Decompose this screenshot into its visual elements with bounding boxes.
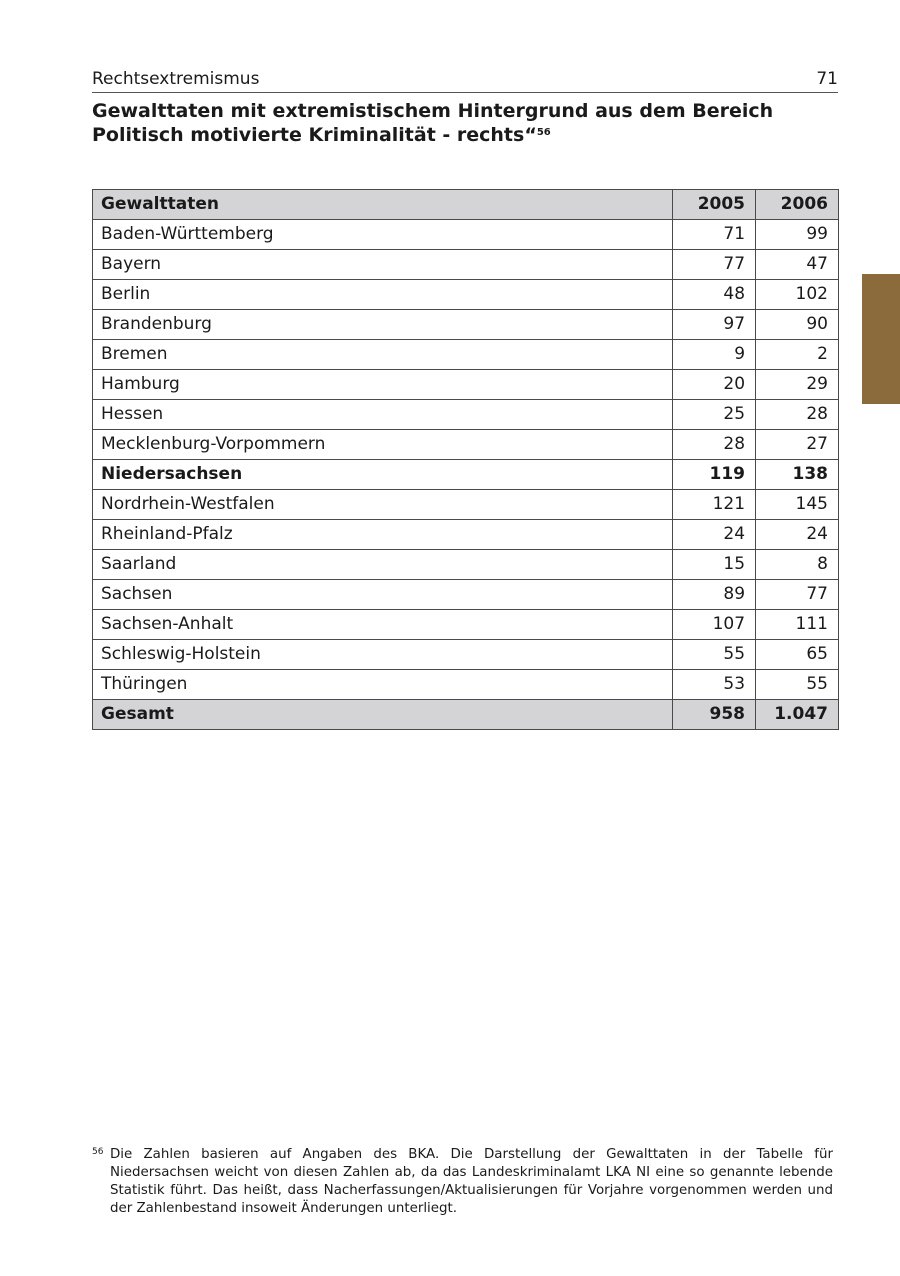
value-2006: 47 — [756, 250, 839, 280]
table-total-row — [93, 700, 839, 730]
value-2005: 15 — [673, 550, 756, 580]
state-name: Baden-Württemberg — [93, 220, 673, 250]
value-2005: 25 — [673, 400, 756, 430]
title-line-2: Politisch motivierte Kriminalität - rechts“ — [92, 124, 537, 146]
state-name: Brandenburg — [93, 310, 673, 340]
value-2006: 24 — [756, 520, 839, 550]
state-name: Berlin — [93, 280, 673, 310]
title-line-1: Gewalttaten mit extremistischem Hintergrund aus dem Bereich — [92, 100, 774, 122]
table-row — [93, 370, 839, 400]
table-row — [93, 520, 839, 550]
value-2006: 138 — [756, 460, 839, 490]
state-name: Hamburg — [93, 370, 673, 400]
table-row — [93, 340, 839, 370]
value-2005: 9 — [673, 340, 756, 370]
page-number: 71 — [816, 69, 838, 89]
value-2005: 48 — [673, 280, 756, 310]
value-2005: 24 — [673, 520, 756, 550]
table-row — [93, 670, 839, 700]
value-2006: 55 — [756, 670, 839, 700]
column-header-2006: 2006 — [756, 190, 839, 220]
state-name: Thüringen — [93, 670, 673, 700]
value-2006: 8 — [756, 550, 839, 580]
value-2005: 121 — [673, 490, 756, 520]
table-row — [93, 400, 839, 430]
table-row — [93, 310, 839, 340]
state-name: Niedersachsen — [93, 460, 673, 490]
table-title — [92, 99, 792, 147]
value-2006: 145 — [756, 490, 839, 520]
value-2006: 90 — [756, 310, 839, 340]
state-name: Bremen — [93, 340, 673, 370]
footnote-reference: 56 — [536, 127, 551, 138]
footnote-marker: 56 — [92, 1147, 104, 1157]
value-2005: 71 — [673, 220, 756, 250]
table-row — [93, 640, 839, 670]
value-2005: 77 — [673, 250, 756, 280]
value-2005: 97 — [673, 310, 756, 340]
state-name: Sachsen-Anhalt — [93, 610, 673, 640]
value-2005: 20 — [673, 370, 756, 400]
value-2005: 28 — [673, 430, 756, 460]
table-row — [93, 550, 839, 580]
value-2006: 28 — [756, 400, 839, 430]
total-label: Gesamt — [93, 700, 673, 730]
table-row — [93, 280, 839, 310]
state-name: Bayern — [93, 250, 673, 280]
value-2006: 2 — [756, 340, 839, 370]
value-2006: 29 — [756, 370, 839, 400]
footnote-text: Die Zahlen basieren auf Angaben des BKA. Die Darstellung der Gewalttaten in der Tabelle für Niedersachsen weicht von diesen Zahlen ab, da das Landeskriminalamt LKA NI eine so genannte lebende Statistik führt. Das heißt, dass Nacherfassungen/Aktualisierungen für Vorjahre vorgenommen werden und der Zahlenbestand insoweit Änderungen unterliegt. — [110, 1147, 833, 1216]
state-name: Saarland — [93, 550, 673, 580]
table-row — [93, 250, 839, 280]
value-2005: 53 — [673, 670, 756, 700]
table-row — [93, 610, 839, 640]
state-name: Mecklenburg-Vorpommern — [93, 430, 673, 460]
value-2006: 77 — [756, 580, 839, 610]
table-row-highlighted — [93, 460, 839, 490]
state-name: Sachsen — [93, 580, 673, 610]
table-row — [93, 220, 839, 250]
running-head — [92, 66, 838, 93]
value-2005: 119 — [673, 460, 756, 490]
value-2005: 107 — [673, 610, 756, 640]
state-name: Rheinland-Pfalz — [93, 520, 673, 550]
footnote — [92, 1146, 833, 1218]
table-header-row — [93, 190, 839, 220]
value-2006: 27 — [756, 430, 839, 460]
chapter-side-tab — [862, 274, 900, 404]
value-2005: 55 — [673, 640, 756, 670]
column-header-category: Gewalttaten — [93, 190, 673, 220]
table-row — [93, 490, 839, 520]
total-2006: 1.047 — [756, 700, 839, 730]
table-row — [93, 430, 839, 460]
column-header-2005: 2005 — [673, 190, 756, 220]
table-row — [93, 580, 839, 610]
value-2006: 99 — [756, 220, 839, 250]
state-name: Schleswig-Holstein — [93, 640, 673, 670]
section-title: Rechtsextremismus — [92, 69, 260, 89]
value-2006: 102 — [756, 280, 839, 310]
state-name: Hessen — [93, 400, 673, 430]
total-2005: 958 — [673, 700, 756, 730]
value-2006: 111 — [756, 610, 839, 640]
value-2005: 89 — [673, 580, 756, 610]
value-2006: 65 — [756, 640, 839, 670]
state-name: Nordrhein-Westfalen — [93, 490, 673, 520]
violence-statistics-table — [92, 189, 839, 730]
